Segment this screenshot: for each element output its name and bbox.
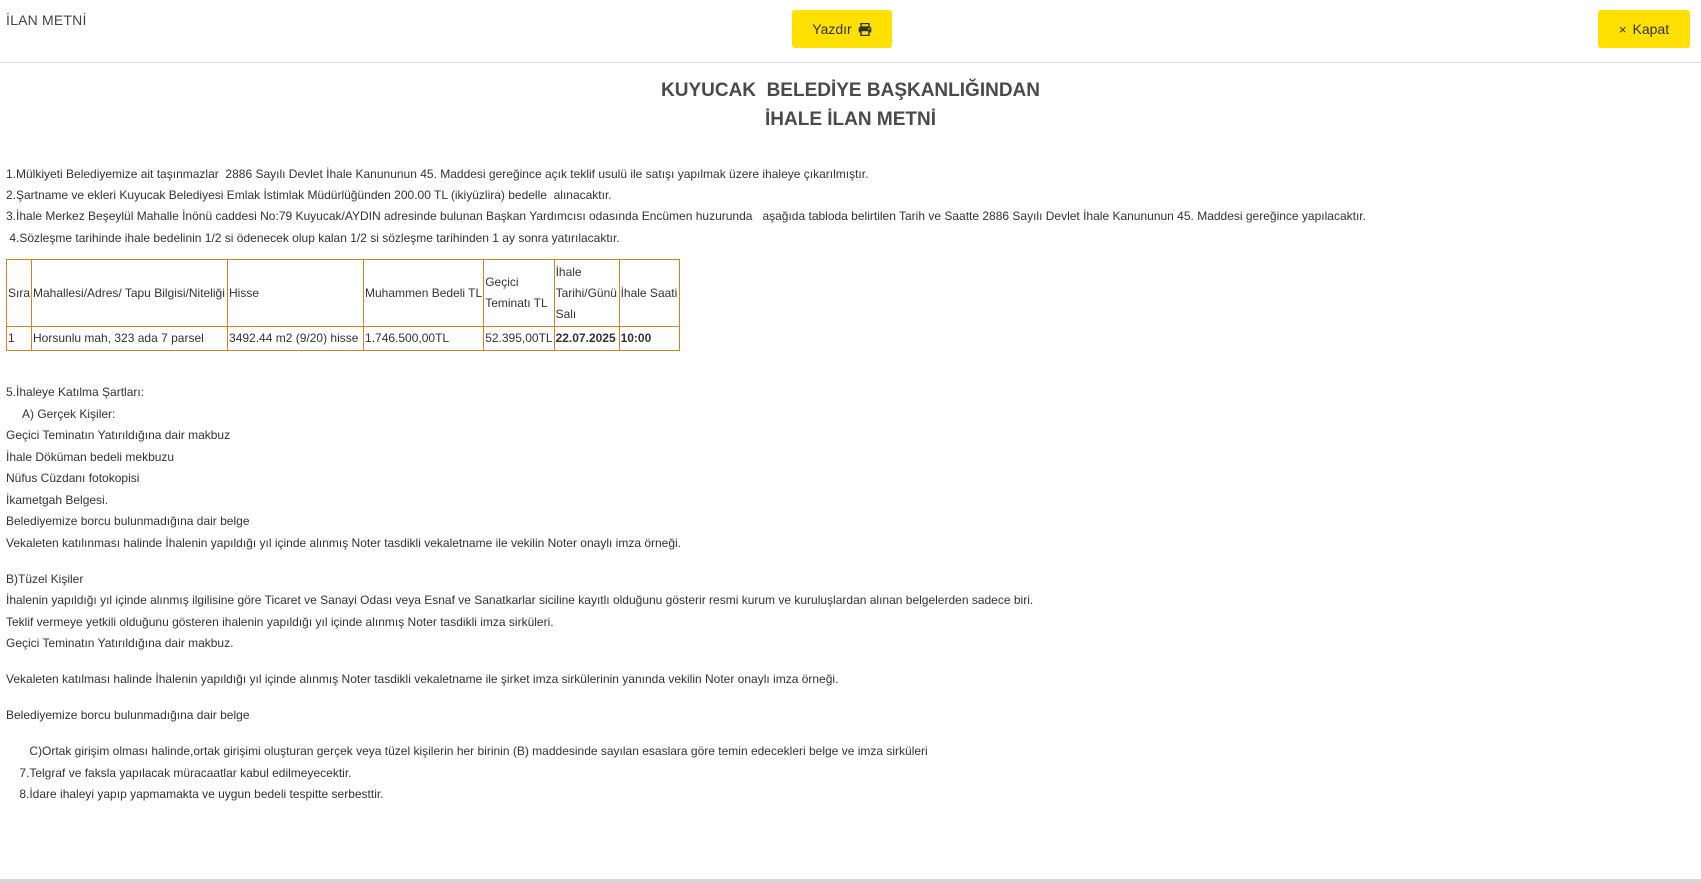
print-button[interactable] [792, 10, 892, 48]
document-title [0, 76, 1701, 134]
document-title-line1: KUYUCAK BELEDİYE BAŞKANLIĞINDAN [661, 80, 1040, 101]
printer-icon [858, 23, 872, 36]
modal-title: İLAN METNİ [6, 12, 87, 28]
gercek-item-5: Belediyemize borcu bulunmadığına dair belge [6, 514, 250, 528]
cell-hisse: 3492.44 m2 (9/20) hisse [228, 327, 364, 351]
cell-sira: 1 [7, 327, 32, 351]
print-button-label: Yazdır [812, 21, 852, 37]
table-row [7, 327, 680, 351]
close-icon: × [1618, 21, 1627, 37]
clause-1: 1.Mülkiyeti Belediyemize ait taşınmazlar 2886 Sayılı Devlet İhale Kanununun 45. Maddesi gereğince açık teklif usulü ile satışı yapılmak üzere ihaleye çıkarılmıştır. [6, 167, 869, 181]
header-tarih-line1: İhale [555, 264, 582, 279]
clause-3: 3.İhale Merkez Beşeylül Mahalle İnönü caddesi No:79 Kuyucak/AYDIN adresinde bulunan Başkan Yardımcısı odasında Encümen huzurunda aşağıda tabloda belirtilen Tarih ve Saatte 2886 Sayılı Devlet İhale Kanununun 45. Maddesi gereğince yapılacaktır. [6, 209, 1366, 223]
gercek-item-4: İkametgah Belgesi. [6, 493, 109, 507]
tuzel-vekalet: Vekaleten katılması halinde İhalenin yapıldığı yıl içinde alınmış Noter tasdikli vekaletname ile şirket imza sirkülerinin yanında vekilin Noter onaylı imza örneği. [6, 672, 839, 686]
header-hisse: Hisse [228, 260, 364, 327]
cell-mahalle: Horsunlu mah, 323 ada 7 parsel [32, 327, 228, 351]
close-button-label: Kapat [1632, 21, 1670, 37]
header-tarih-line3: Salı [555, 306, 577, 321]
header-sira: Sıra [7, 260, 32, 327]
header-gecici-line2: Teminatı TL [485, 296, 548, 310]
clause-7: 7.Telgraf ve faksla yapılacak müracaatlar kabul edilmeyecektir. [6, 766, 352, 780]
tuzel-kisiler-title: B)Tüzel Kişiler [6, 572, 84, 586]
header-saat: İhale Saati [619, 260, 679, 327]
cell-saat: 10:00 [619, 327, 679, 351]
announcement-body [0, 63, 1701, 879]
modal-bottom-border [0, 879, 1701, 883]
table-header-row [7, 260, 680, 327]
header-muhammen: Muhammen Bedeli TL [364, 260, 484, 327]
cell-muhammen: 1.746.500,00TL [364, 327, 484, 351]
cell-gecici: 52.395,00TL [484, 327, 554, 351]
cell-tarih: 22.07.2025 [554, 327, 619, 351]
document-title-line2: İHALE İLAN METNİ [765, 109, 936, 130]
clause-2: 2.Şartname ve ekleri Kuyucak Belediyesi Emlak İstimlak Müdürlüğünden 200.00 TL (ikiyüzlira) bedelle alınacaktır. [6, 188, 612, 202]
header-mahalle: Mahallesi/Adres/ Tapu Bilgisi/Niteliği [32, 260, 228, 327]
gercek-item-3: Nüfus Cüzdanı fotokopisi [6, 471, 140, 485]
close-button[interactable] [1598, 10, 1690, 48]
ortak-girisim: C)Ortak girişim olması halinde,ortak girişimi oluşturan gerçek veya tüzel kişilerin her birinin (B) maddesinde sayılan esaslara göre temin edecekleri belge ve imza sirküleri [6, 744, 928, 758]
modal-header [0, 0, 1701, 63]
header-gecici [484, 260, 554, 327]
tender-table [6, 259, 680, 351]
tuzel-borc: Belediyemize borcu bulunmadığına dair belge [6, 708, 250, 722]
clause-8: 8.İdare ihaleyi yapıp yapmamakta ve uygun bedeli tespitte serbesttir. [6, 787, 384, 801]
tuzel-item-3: Geçici Teminatın Yatırıldığına dair makbuz. [6, 636, 234, 650]
header-tarih [554, 260, 619, 327]
clause-4: 4.Sözleşme tarihinde ihale bedelinin 1/2 si ödenecek olup kalan 1/2 si sözleşme tarihinden 1 ay sonra yatırılacaktır. [6, 231, 620, 245]
gercek-item-2: İhale Döküman bedeli mekbuzu [6, 450, 175, 464]
header-gecici-line1: Geçici [485, 275, 519, 289]
header-tarih-line2: Tarihi/Günü [555, 285, 617, 300]
tuzel-item-1: İhalenin yapıldığı yıl içinde alınmış ilgilisine göre Ticaret ve Sanayi Odası veya Esnaf ve Sanatkarlar siciline kayıtlı olduğunu gösterir resmi kurum ve kuruluşlardan alınan belgelerden sadece biri. [6, 593, 1034, 607]
gercek-kisiler-title: A) Gerçek Kişiler: [6, 407, 116, 421]
conditions-title: 5.İhaleye Katılma Şartları: [6, 385, 145, 399]
gercek-item-1: Geçici Teminatın Yatırıldığına dair makbuz [6, 428, 231, 442]
tuzel-item-2: Teklif vermeye yetkili olduğunu gösteren ihalenin yapıldığı yıl içinde alınmış Noter tasdikli imza sirküleri. [6, 615, 554, 629]
gercek-item-6: Vekaleten katılınması halinde İhalenin yapıldığı yıl içinde alınmış Noter tasdikli vekaletname ile vekilin Noter onaylı imza örneği. [6, 536, 682, 550]
